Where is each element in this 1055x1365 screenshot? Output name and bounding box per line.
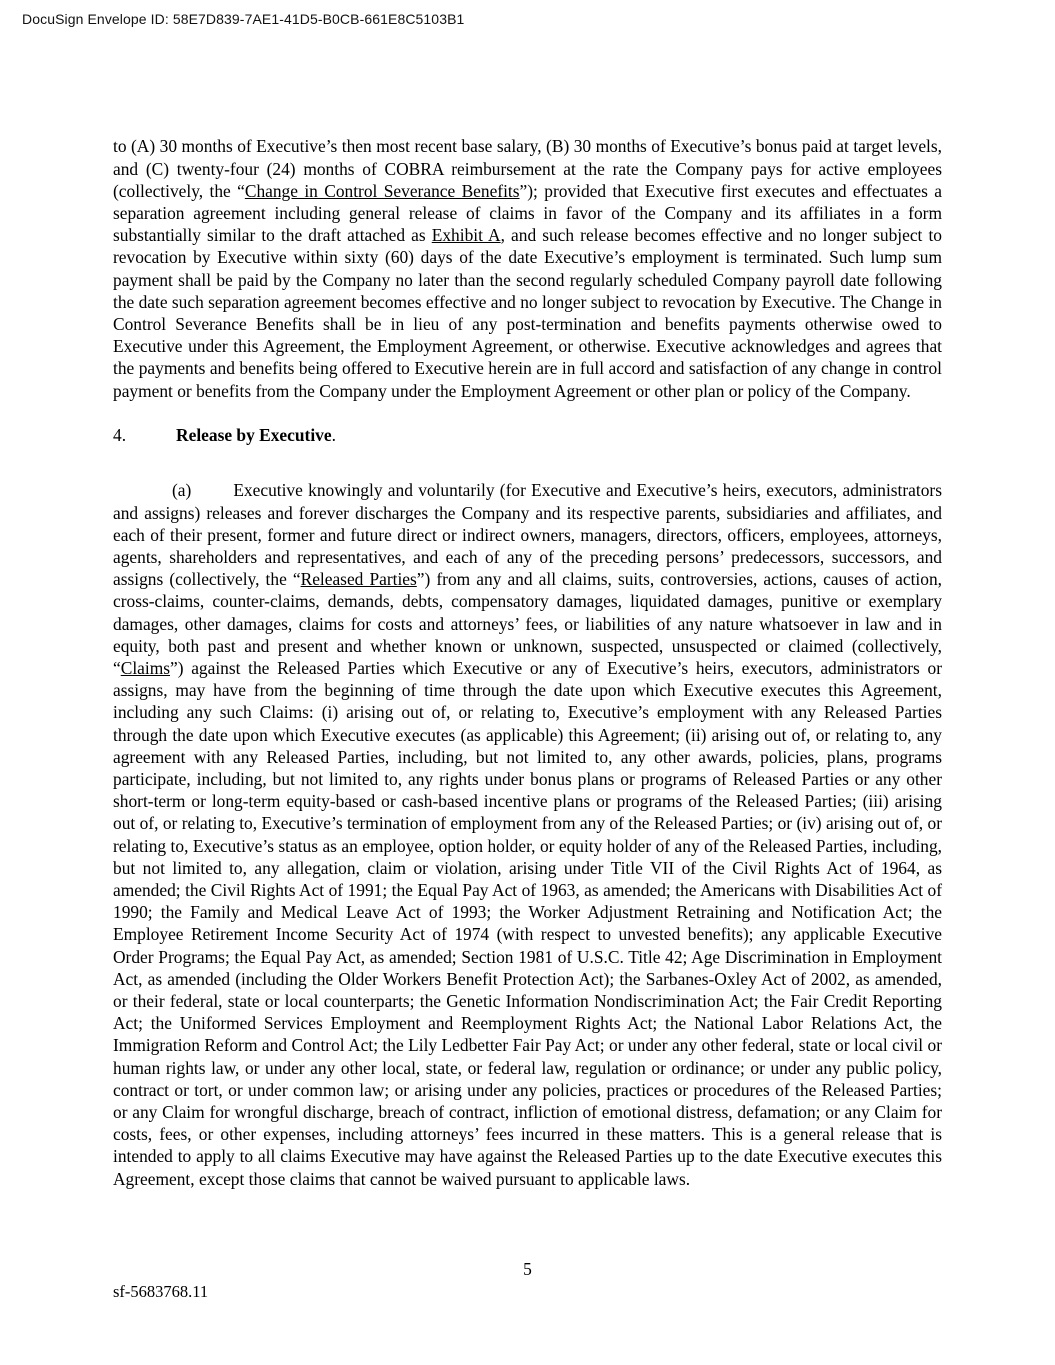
docusign-envelope-id: DocuSign Envelope ID: 58E7D839-7AE1-41D5-B0CB-661E8C5103B1 — [22, 11, 465, 27]
section-heading-release-by-executive: 4. Release by Executive. — [113, 425, 336, 445]
paragraph-severance-benefits: to (A) 30 months of Executive’s then most recent base salary, (B) 30 months of Executive’s bonus paid at target levels, and (C) twenty-four (24) months of COBRA reimbursement at the rate the Company pays for active employees (collectively, the “Change in Control Severance Benefits”); provided that Executive first executes and effectuates a separation agreement including general release of claims in favor of the Company and its affiliates in a form substantially similar to the draft attached as Exhibit A, and such release becomes effective and no longer subject to revocation by Executive within sixty (60) days of the date Executive’s employment is terminated. Such lump sum payment shall be paid by the Company no later than the second regularly scheduled Company payroll date following the date such separation agreement becomes effective and no longer subject to revocation by Executive. The Change in Control Severance Benefits shall be in lieu of any post-termination and benefits payments otherwise owed to Executive under this Agreement, the Employment Agreement, or otherwise. Executive acknowledges and agrees that the payments and benefits being offered to Executive herein are in full accord and satisfaction of any change in control payment or benefits from the Company under the Employment Agreement or other plan or policy of the Company. — [113, 136, 942, 401]
page-number: 5 — [523, 1259, 532, 1279]
paragraph-release-clause-a: (a) Executive knowingly and voluntarily (for Executive and Executive’s heirs, executors, administrators and assigns) releases and forever discharges the Company and its respective parents, subsidiaries and affiliates, and each of their present, former and future direct or indirect owners, managers, directors, officers, employees, attorneys, agents, shareholders and representatives, and each of any of the preceding persons’ predecessors, successors, and assigns (collectively, the “Released Parties”) from any and all claims, suits, controversies, actions, causes of action, cross-claims, counter-claims, demands, debts, compensatory damages, liquidated damages, punitive or exemplary damages, other damages, claims for costs and attorneys’ fees, or liabilities of any nature whatsoever in law and in equity, both past and present and whether known or unknown, suspected, unsuspected or claimed (collectively, “Claims”) against the Released Parties which Executive or any of Executive’s heirs, executors, administrators or assigns, may have from the beginning of time through the date upon which Executive executes this Agreement, including any such Claims: (i) arising out of, or relating to, Executive’s employment with any Released Parties through the date upon which Executive executes (as applicable) this Agreement; (ii) arising out of, or relating to, any agreement with any Released Parties, including, but not limited to, any other awards, policies, plans, programs participate, including, but not limited to, any rights under bonus plans or programs of Released Parties or any other short-term or long-term equity-based or cash-based incentive plans or programs of the Released Parties; (iii) arising out of, or relating to, Executive’s termination of employment from any of the Released Parties; or (iv) arising out of, or relating to, Executive’s status as an employee, option holder, or equity holder of any of the Released Parties, including, but not limited to, any allegation, claim or violation, arising under Title VII of the Civil Rights Act of 1964, as amended; the Civil Rights Act of 1991; the Equal Pay Act of 1963, as amended; the Americans with Disabilities Act of 1990; the Family and Medical Leave Act of 1993; the Worker Adjustment Retraining and Notification Act; the Employee Retirement Income Security Act of 1974 (with respect to unvested benefits); any applicable Executive Order Programs; the Equal Pay Act, as amended; Section 1981 of U.S.C. Title 42; Age Discrimination in Employment Act, as amended (including the Older Workers Benefit Protection Act); the Sarbanes-Oxley Act of 2002, as amended, or their federal, state or local counterparts; the Genetic Information Nondiscrimination Act; the Fair Credit Reporting Act; the Uniformed Services Employment and Reemployment Rights Act; the National Labor Relations Act, the Immigration Reform and Control Act; the Lily Ledbetter Fair Pay Act; or under any other federal, state or local civil or human rights law, or under any other local, state, or federal law, regulation or ordinance; or under any public policy, contract or tort, or under common law; or arising under any policies, practices or procedures of the Released Parties; or any Claim for wrongful discharge, breach of contract, infliction of emotional distress, defamation; or any Claim for costs, fees, or other expenses, including attorneys’ fees incurred in these matters. This is a general release that is intended to apply to all claims Executive may have against the Released Parties up to the date Executive executes this Agreement, except those claims that cannot be waived pursuant to applicable laws. — [113, 480, 942, 1189]
document-reference-number: sf-5683768.11 — [113, 1282, 209, 1301]
